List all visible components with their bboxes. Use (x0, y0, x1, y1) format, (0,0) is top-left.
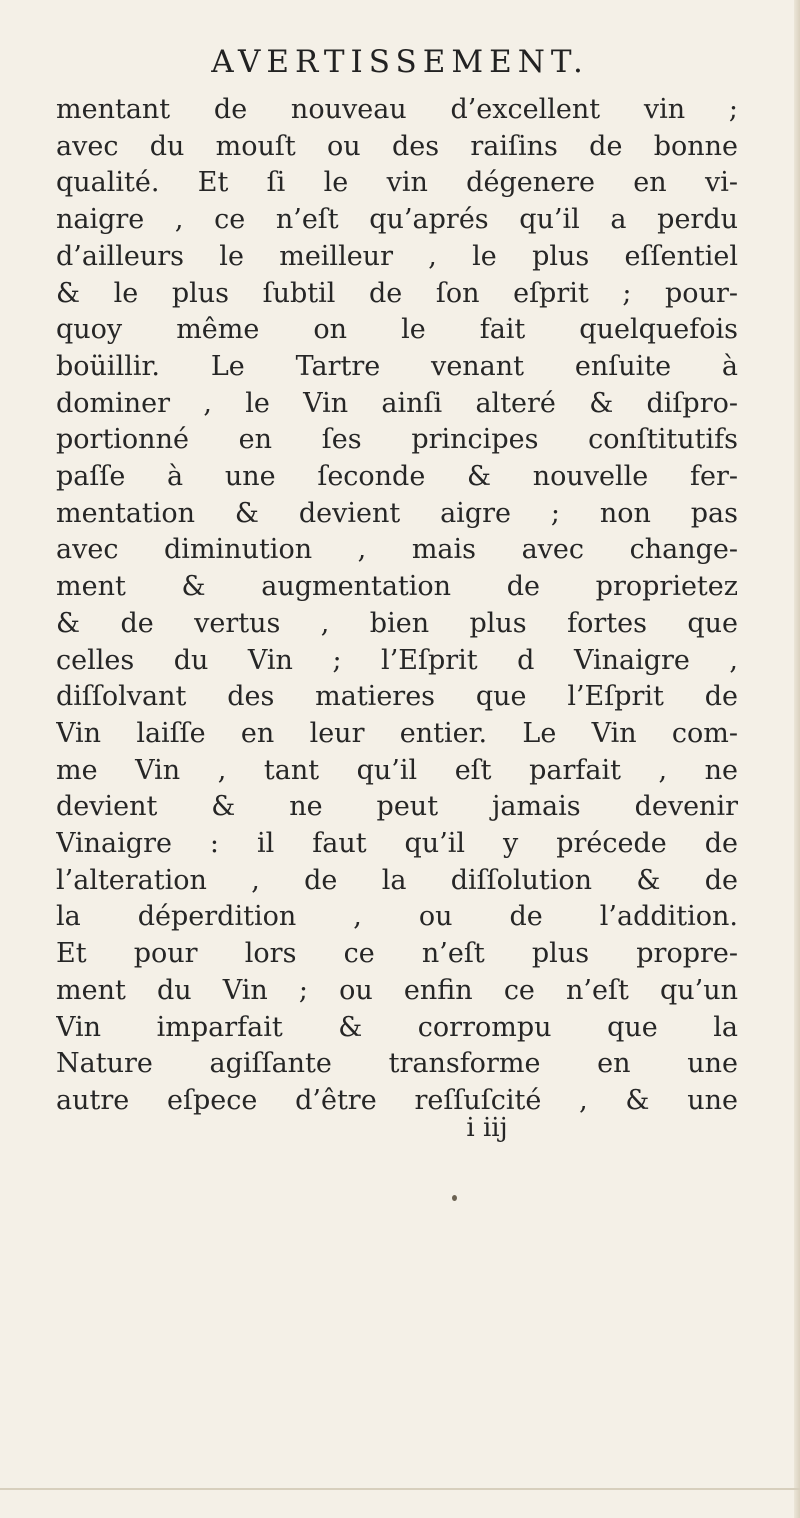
text-line: avec du mouſt ou des raiſins de bonne (56, 130, 738, 162)
text-line: celles du Vin ; l’Eſprit d Vinaigre , (56, 644, 738, 676)
page-header: AVERTISSEMENT. (211, 44, 589, 80)
text-line: d’ailleurs le meilleur , le plus eſſentiel (56, 240, 738, 272)
text-line: la déperdition , ou de l’addition. (56, 901, 738, 933)
text-line: paſſe à une ſeconde & nouvelle fer- (56, 461, 738, 493)
signature-mark: i iij (466, 1113, 508, 1143)
text-line: Vin laiſſe en leur entier. Le Vin com- (56, 717, 738, 749)
text-line: naigre , ce n’eſt qu’aprés qu’il a perdu (56, 204, 738, 236)
text-line: devient & ne peut jamais devenir (56, 791, 738, 823)
text-line: & de vertus , bien plus fortes que (56, 607, 738, 639)
text-line: avec diminution , mais avec change- (56, 534, 738, 566)
body-text (56, 92, 738, 1120)
text-line: mentant de nouveau d’excellent vin ; (56, 94, 738, 125)
text-line: Vin imparfait & corrompu que la (56, 1011, 738, 1043)
text-line: quoy même on le fait quelquefois (56, 314, 738, 346)
page-bottom-edge (0, 1488, 800, 1490)
text-line: portionné en ſes principes conſtitutifs (56, 424, 738, 456)
text-line: mentation & devient aigre ; non pas (56, 497, 738, 529)
text-line: l’alteration , de la diſſolution & de (56, 864, 738, 896)
text-line: Nature agiſſante transforme en une (56, 1048, 738, 1080)
text-line: & le plus ſubtil de ſon eſprit ; pour- (56, 277, 738, 309)
text-line: ment du Vin ; ou enfin ce n’eſt qu’un (56, 974, 738, 1006)
text-line: qualité. Et ſi le vin dégenere en vi- (56, 167, 738, 199)
text-line: diſſolvant des matieres que l’Eſprit de (56, 681, 738, 713)
page-edge (794, 0, 800, 1518)
text-line: Et pour lors ce n’eſt plus propre- (56, 938, 738, 970)
text-line: dominer , le Vin ainſi alteré & diſpro- (56, 387, 738, 419)
text-line: ment & augmentation de proprietez (56, 571, 738, 603)
ink-speck (452, 1195, 457, 1201)
text-line: Vinaigre : il faut qu’il y précede de (56, 828, 738, 860)
text-line: me Vin , tant qu’il eſt parfait , ne (56, 754, 738, 786)
text-line: autre eſpece d’être reſſuſcité , & une (56, 1084, 738, 1116)
text-line: boüillir. Le Tartre venant enſuite à (56, 350, 738, 382)
